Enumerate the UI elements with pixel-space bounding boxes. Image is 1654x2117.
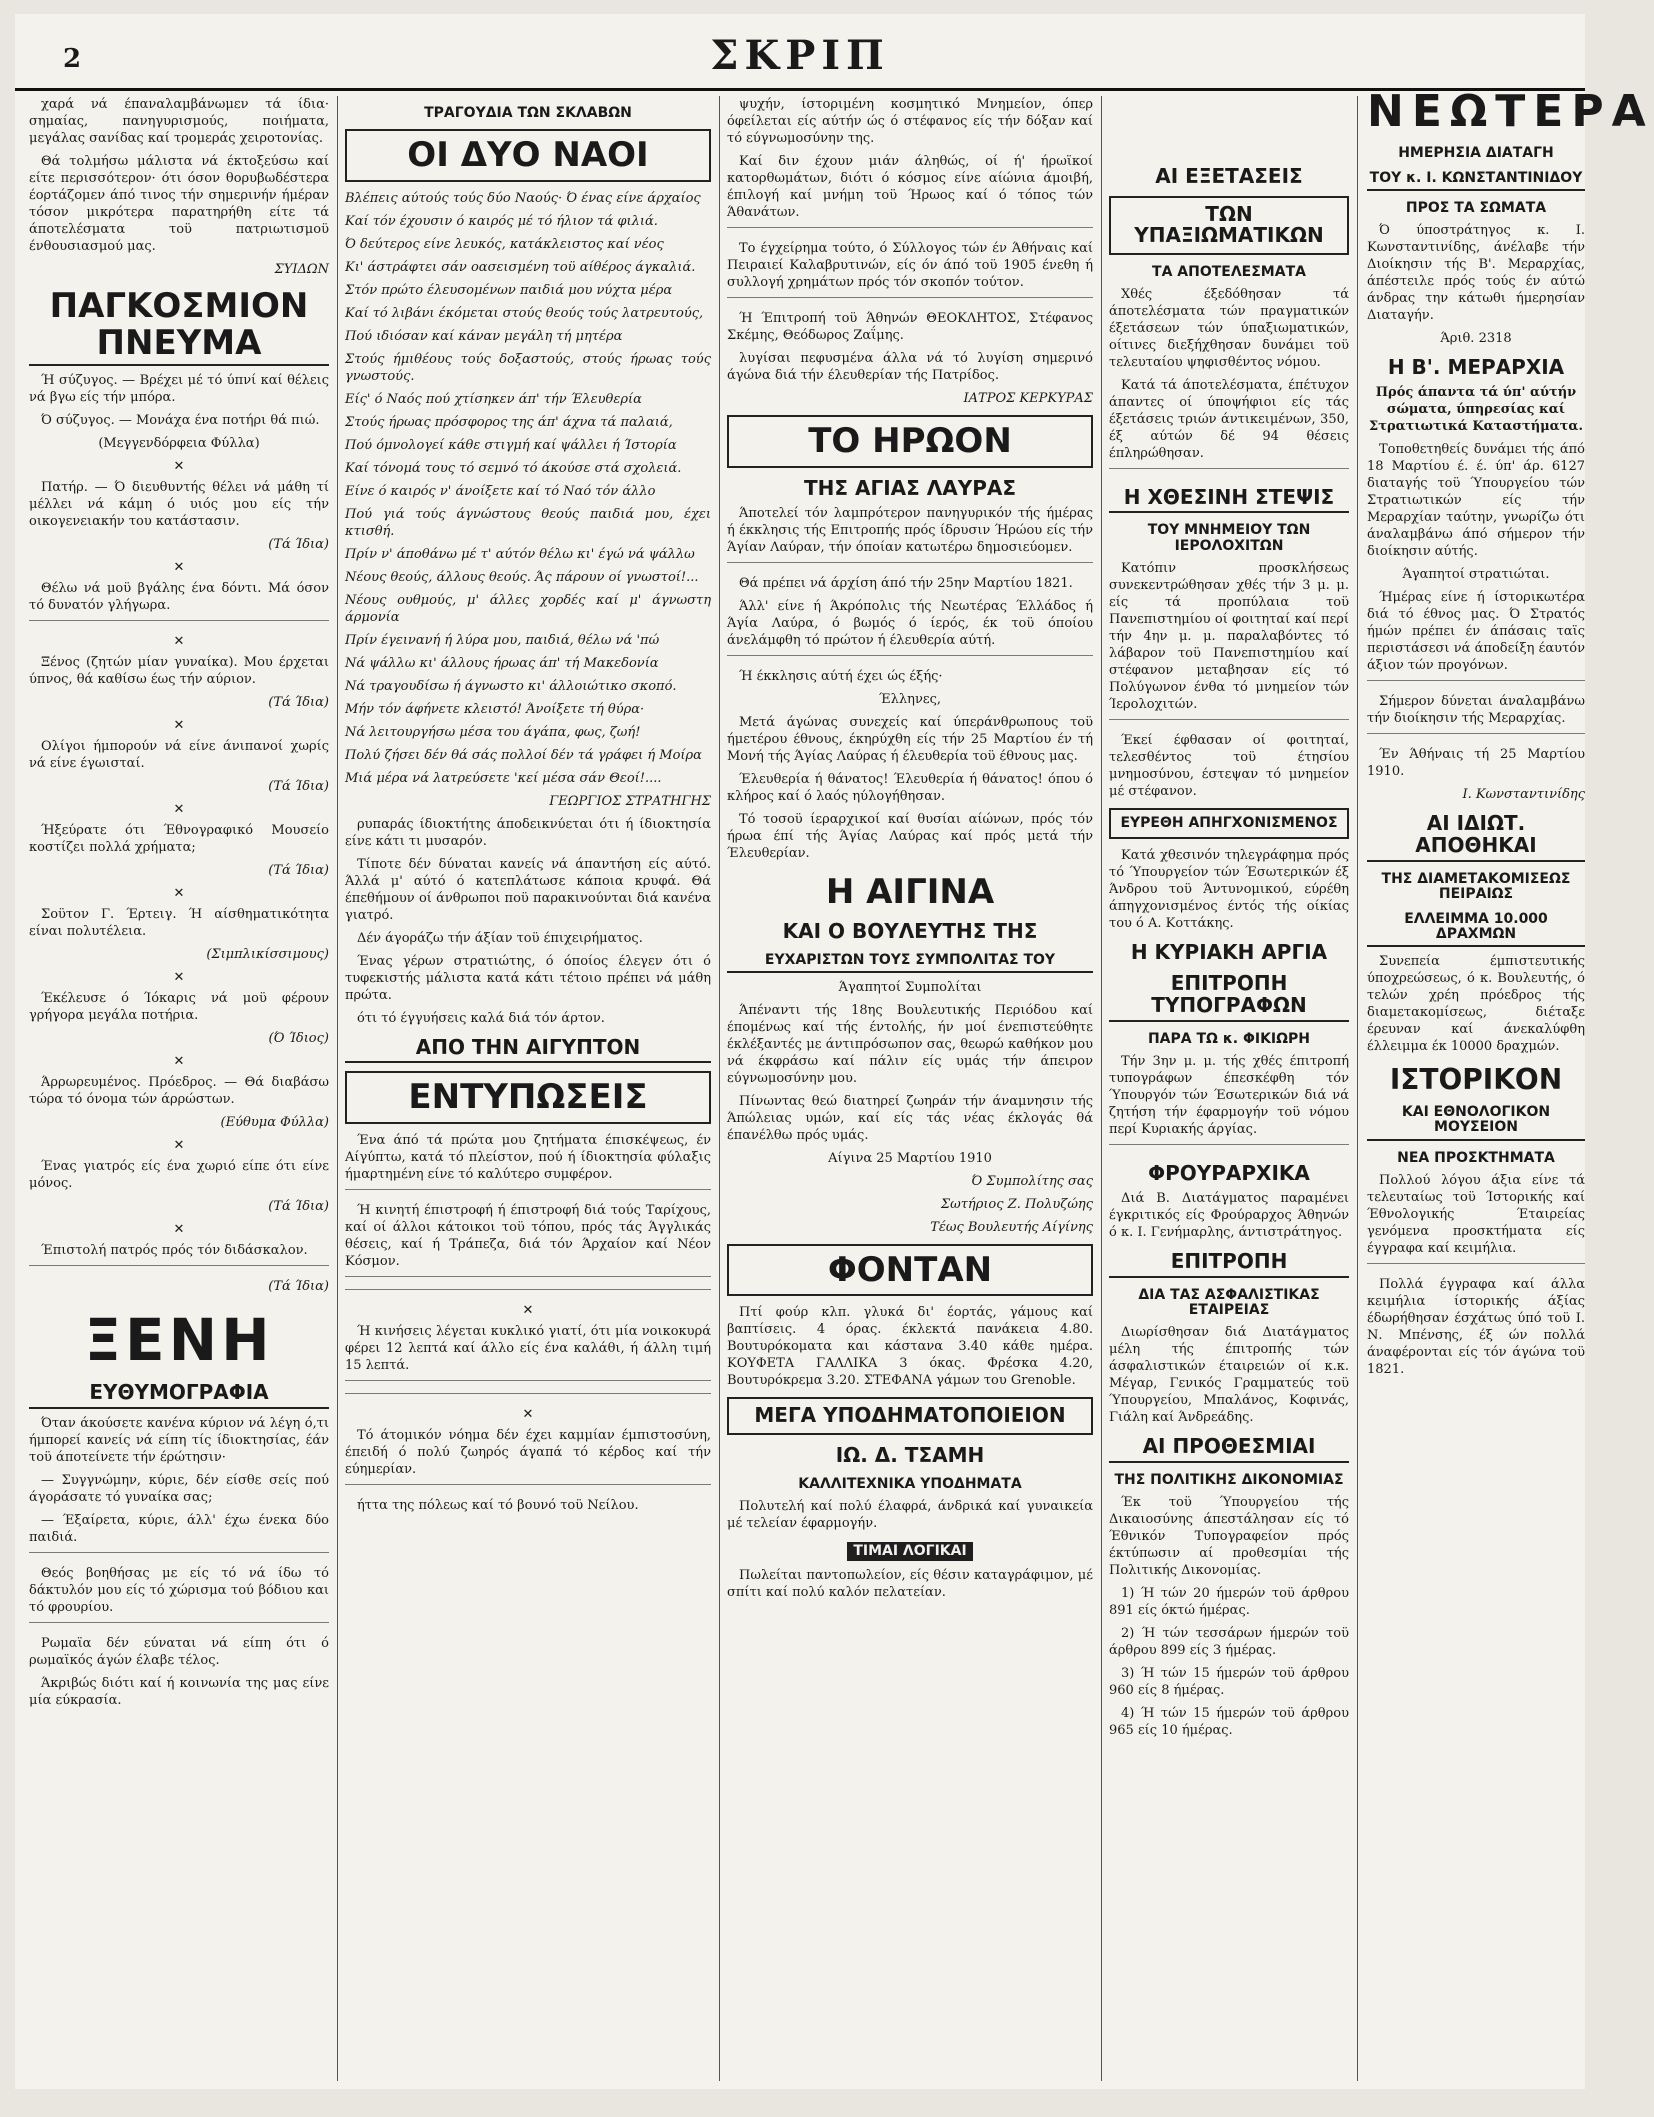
headline-merarchia: Η Β'. ΜΕΡΑΡΧΙΑ <box>1387 354 1565 379</box>
headline-dyo-naoi: ΟΙ ΔΥΟ ΝΑΟΙ <box>345 129 711 182</box>
headline-agia-lavra: ΤΗΣ ΑΓΙΑΣ ΛΑΥΡΑΣ <box>803 475 1016 500</box>
verse: Καί τόν έχουσιν ό καιρός μέ τό ήλιον τά φιλιά. <box>345 213 658 229</box>
headline-argia: Η ΚΥΡΙΑΚΗ ΑΡΓΙΑ <box>1130 939 1328 964</box>
verse: Στούς ήμιθέους τούς δοξαστούς, στούς ήρωας τούς γνωστούς. <box>345 351 711 384</box>
verse: Στόν πρώτο έλευσομένων παιδιά μου νύχτα μέρα <box>345 282 673 298</box>
newspaper-page <box>15 14 1654 2089</box>
text-lines <box>345 1393 711 1402</box>
separator: ✕ <box>522 1407 534 1423</box>
addressees: Πρός άπαντα τά ύπ' αύτήν σώματα, ύπηρεσίας καί Στρατιωτικά Καταστήματα. <box>1369 385 1583 435</box>
paragraph: Ή έκκλησις αύτή έχει ώς έξής· <box>739 669 943 685</box>
signature: Τέως Βουλευτής Αίγίνης <box>930 1219 1093 1235</box>
text-lines <box>345 1276 711 1285</box>
paragraph: Έλληνες, <box>878 692 942 708</box>
paragraph: ήττα της πόλεως καί τό βουνό τοϋ Νείλου. <box>357 1498 639 1514</box>
source: (Σιμπλικίσσιμους) <box>206 947 329 963</box>
paragraph: Έπιστολή πατρός πρός τόν διδάσκαλον. <box>41 1243 308 1259</box>
column-rule <box>1101 96 1102 2081</box>
separator: ✕ <box>173 718 185 734</box>
text-lines <box>1109 468 1349 477</box>
paragraph: Τοποθετηθείς δυνάμει τής άπό 18 Μαρτίου έ. έ. ύπ' άρ. 6127 διαταγής τοϋ Ύπουργείου τών Στρατιωτικών είς τήν Μεραρχίαν ταύτην, γνωρίζω ότι άναλαμβάνω άπό σήμερον τήν διοίκησιν αύτής. <box>1367 442 1585 560</box>
headline-asfalistikes: ΔΙΑ ΤΑΣ ΑΣΦΑΛΙΣΤΙΚΑΣ ΕΤΑΙΡΕΙΑΣ <box>1138 1286 1320 1318</box>
headline-eucharistwn: ΕΥΧΑΡΙΣΤΩΝ ΤΟΥΣ ΣΥΜΠΟΛΙΤΑΣ ΤΟΥ <box>727 953 1093 973</box>
paragraph: Ένα άπό τά πρώτα μου ζητήματα έπισκέψεως, έν Αίγύπτω, κατά τό πλείστον, πού ή ίδιοκτησία φύλαξις ήμαρτημένη είνε τό καλύτερο συμφέρον. <box>345 1133 711 1183</box>
headline-xeni: ΞΕΝΗ <box>84 1306 274 1375</box>
paragraph: Σήμερον δύνεται άναλαμβάνω τήν διοίκησιν τής Μεραρχίας. <box>1367 694 1585 727</box>
order-number: Άριθ. 2318 <box>1440 330 1512 346</box>
headline-iroon: ΤΟ ΗΡΩΟΝ <box>727 415 1093 468</box>
verse: Πολύ ζήσει δέν θά σάς πολλοί δέν τά γράφει ή Μοίρα <box>345 747 702 763</box>
headline-proskthmata: ΝΕΑ ΠΡΟΣΚΤΗΜΑΤΑ <box>1397 1149 1555 1166</box>
paragraph: Πίνωντας θεώ διατηρεί ζωηράν τήν άναμνησιν τής Άπώλειας υμών, καί είς τάς νέας έκλογάς θά έπανέλθω πρός υμάς. <box>727 1093 1093 1143</box>
paragraph: Έλευθερία ή θάνατος! Έλευθερία ή θάνατος! όπου ό κλήρος καί ό λαός ηύλογήθησαν. <box>727 772 1093 805</box>
separator: ✕ <box>522 1303 534 1319</box>
text-lines <box>727 227 1093 236</box>
newspaper-title: ΣΚΡΙΠ <box>710 32 890 79</box>
text-lines <box>29 1622 329 1631</box>
paragraph: Ή κινήσεις λέγεται κυκλικό γιατί, ότι μία νοικοκυρά φέρει 12 λεπτά καί άλλο είς ένα καλάθι, ή άλλη τιμή 15 λεπτά. <box>345 1324 711 1374</box>
verse: Νέους θεούς, άλλους θεούς. Άς πάρουν οί γνωστοί!... <box>345 569 699 585</box>
dateline: Έν Άθήναις τή 25 Μαρτίου 1910. <box>1367 747 1585 780</box>
headline-ierolochiton: ΤΟΥ ΜΝΗΜΕΙΟΥ ΤΩΝ ΙΕΡΟΛΟΧΙΤΩΝ <box>1147 522 1311 554</box>
paragraph: Χθές έξεδόθησαν τά άποτελέσματα τών πραγματικών έξετάσεων τών ύπαξιωματικών, οίτινες διεξήχθησαν δυνάμει τοϋ τελευταίου ψηφισθέντος νόμου. <box>1109 286 1349 370</box>
column-2 <box>345 96 711 2081</box>
paragraph: Ξένος (ζητών μίαν γυναίκα). Μου έρχεται ύπνος, θά καθίσω έως τήν αύριον. <box>29 655 329 688</box>
paragraph: ρυπαράς ίδιοκτήτης άποδεικνύεται ότι ή ίδιοκτησία είνε κάτι τι μυσαρόν. <box>345 816 711 849</box>
headline-frourarchika: ΦΡΟΥΡΑΡΧΙΚΑ <box>1148 1160 1310 1185</box>
verse: Πρίν έγεινανή ή λύρα μου, παιδιά, θέλω νά 'πώ <box>345 632 660 648</box>
list-item: 1) Ή τών 20 ήμερών τοϋ άρθρου 891 είς όκτώ ήμέρας. <box>1109 1585 1349 1618</box>
headline-fikiori: ΠΑΡΑ ΤΩ κ. ΦΙΚΙΩΡΗ <box>1147 1030 1311 1047</box>
verse: Πού όμνολογεί κάθε στιγμή καί ψάλλει ή Ίστορία <box>345 437 677 453</box>
paragraph: Μετά άγώνας συνεχείς καί ύπεράνθρωπους τοϋ ήμετέρου έθνους, έκηρύχθη είς τήν 25 Μαρτίου έν τή Μονή τής Άγίας Λαύρας ή έλευθερία τοϋ έθνους μας. <box>727 715 1093 765</box>
headline-dikonomias: ΤΗΣ ΠΟΛΙΤΙΚΗΣ ΔΙΚΟΝΟΜΙΑΣ <box>1114 1471 1344 1488</box>
verse: Πρίν ν' άποθάνω μέ τ' αύτόν θέλω κι' έγώ νά ψάλλω <box>345 546 695 562</box>
source: (Τά Ίδια) <box>268 695 329 711</box>
headline-apigchonismenos: ΕΥΡΕΘΗ ΑΠΗΓΧΟΝΙΣΜΕΝΟΣ <box>1109 808 1349 839</box>
paragraph: Κατά χθεσινόν τηλεγράφημα πρός τό Ύπουργείον τών Έσωτερικών έξ Άνδρου τοϋ Άντυνομικού, εύρέθη άπηγχονισμένος έντός τής οίκίας του ό Α. Κοττάκης. <box>1109 847 1349 931</box>
verse: Καί τό λιβάνι έκόμεται στούς θεούς τούς λατρευτούς, <box>345 305 704 321</box>
source: (Τά Ίδια) <box>268 779 329 795</box>
column-3 <box>727 96 1093 2081</box>
text-lines <box>1367 680 1585 689</box>
paragraph: Έκ τοϋ Ύπουργείου τής Δικαιοσύνης άπεστάλησαν είς τό Έθνικόν Τυπογραφείον πρός έκτύπωσιν αί προθεσμίαι τής Πολιτικής Δικονομίας. <box>1109 1494 1349 1578</box>
verse: Νά τραγουδίσω ή άγνωστο κι' άλλοιώτικο σκοπό. <box>345 678 677 694</box>
verse: Κι' άστράφτει σάν οασεισμένη τοϋ αίθέρος άγκαλιά. <box>345 259 696 275</box>
verse: Μήν τόν άφήνετε κλειστό! Άνοίξετε τή θύρα· <box>345 701 645 717</box>
ad-times <box>727 1542 1093 1561</box>
headline-diametakomiseos: ΤΗΣ ΔΙΑΜΕΤΑΚΟΜΙΣΕΩΣ ΠΕΙΡΑΙΩΣ <box>1381 870 1571 902</box>
paragraph: Διά Β. Διατάγματος παραμένει έγκριτικός είς Φρούραρχος Άθηνών ό κ. Ι. Γενήμαρλης, άντιστράτηγος. <box>1109 1191 1349 1241</box>
paragraph: Πολλού λόγου άξια είνε τά τελευταίως τοϋ Ίστορικής καί Έθνολογικής Έταιρείας γενόμενα προσκτήματα είς έγγραφα καί κειμήλια. <box>1367 1172 1585 1256</box>
headline-typografon: ΕΠΙΤΡΟΠΗ ΤΥΠΟΓΡΑΦΩΝ <box>1109 973 1349 1021</box>
text-lines <box>345 1484 711 1493</box>
separator: ✕ <box>173 886 185 902</box>
headline-pneuma: ΠΑΓΚΟΣΜΙΟΝ ΠΝΕΥΜΑ <box>29 288 329 366</box>
paragraph: Δέν άγοράζω τήν άξίαν τοϋ έπιχειρήματος. <box>357 930 643 946</box>
paragraph: Θεός βοηθήσας με είς τό νά ίδω τό δάκτυλόν μου είς τό χώρισμα τού βόδιου και τό φρουρίου. <box>29 1565 329 1615</box>
column-rule <box>1357 96 1358 2081</box>
verse: Στούς ήρωας πρόσφορος της άπ' άχνα τά παλαιά, <box>345 414 673 430</box>
separator: ✕ <box>173 802 185 818</box>
source: (Τά Ίδια) <box>268 537 329 553</box>
headline-vouleutis: ΚΑΙ Ο ΒΟΥΛΕΥΤΗΣ ΤΗΣ <box>782 919 1038 944</box>
headline-stepsis: Η ΧΘΕΣΙΝΗ ΣΤΕΨΙΣ <box>1109 487 1349 514</box>
source: (Τά Ίδια) <box>268 1199 329 1215</box>
paragraph: Άρρωρευμένος. Πρόεδρος. — Θά διαβάσω τώρα τό όνομα τών άρρώστων. <box>29 1075 329 1108</box>
signature: Ό Συμπολίτης σας <box>971 1173 1093 1189</box>
column-rule <box>719 96 720 2081</box>
text-lines <box>29 620 329 629</box>
paragraph: Καί διν έχουν μιάν άληθώς, οί ή' ήρωϊκοί κατορθωμάτων, διότι ό κόσμος είνε αίώνια άμοιβή, έπιλογή καί μνήμη τοϋ Ήρωος καί ό τόπος τών Άθανάτων. <box>727 154 1093 220</box>
list-item: 3) Ή τών 15 ήμερών τοϋ άρθρου 960 είς 8 ήμέρας. <box>1109 1665 1349 1698</box>
paragraph: χαρά νά έπαναλαμβάνωμεν τά ίδια· σημαίας, πανηγυρισμούς, ποιήματα, μεγάλας σανίδας καί τρομεράς χειροτονίας. <box>29 97 329 146</box>
paragraph: Διωρίσθησαν διά Διατάγματος μέλη τής έπιτροπής τών άσφαλιστικών έταιρειών οί κ.κ. Μέγαρ, Γενικός Γραμματεύς τοϋ Ύπουργείου, Μπαλάνος, Κοφινάς, Γιάλη καί Άνδρεάδης. <box>1109 1325 1349 1426</box>
source: (Μεγγενδόρφεια Φύλλα) <box>98 436 260 452</box>
separator: ✕ <box>173 634 185 650</box>
kicker: ΤΡΑΓΟΥΔΙΑ ΤΩΝ ΣΚΛΑΒΩΝ <box>424 105 632 121</box>
verse: Νά ψάλλω κι' άλλους ήρωας άπ' τή Μακεδονία <box>345 655 659 671</box>
headline-ypaxiomatikon: ΤΩΝ ΥΠΑΞΙΩΜΑΤΙΚΩΝ <box>1109 196 1349 255</box>
page-number: 2 <box>63 44 82 74</box>
headline-prothesmiai: ΑΙ ΠΡΟΘΕΣΜΙΑΙ <box>1109 1436 1349 1463</box>
masthead <box>15 14 1585 91</box>
separator: ✕ <box>173 1054 185 1070</box>
paragraph: Έκεί έφθασαν οί φοιτηταί, τελεσθέντος τοϋ έτησίου μνημοσύνου, έστεψαν τό μνημείον μέ στέφανον. <box>1109 732 1349 799</box>
paragraph: Το έγχείρημα τούτο, ό Σύλλογος τών έν Άθήναις καί Πειραιεί Καλαβρυτινών, είς όν άπό τοϋ 1905 ένεθη ή συλλογή χρημάτων πρός τόν σκοπόν τούτον. <box>727 241 1093 290</box>
headline-aigina: Η ΑΙΓΙΝΑ <box>825 872 995 913</box>
paragraph: Σοϋτον Γ. Έρτειγ. Ή αίσθηματικότητα είναι πολυτέλεια. <box>29 907 329 940</box>
poet-name: ΓΕΩΡΓΙΟΣ ΣΤΡΑΤΗΓΗΣ <box>549 793 711 809</box>
source: (Τά Ίδια) <box>268 1279 329 1295</box>
signature: Ι. Κωνσταντινίδης <box>1462 787 1585 803</box>
paragraph: ψυχήν, ίστοριμένη κοσμητικό Μνημείον, όπερ όφείλεται είς αύτήν ώς ό στέφανος είς τήν δόξαν καί τό εύγνωμοσύνην της. <box>727 97 1093 146</box>
headline-entyposeis: ΕΝΤΥΠΩΣΕΙΣ <box>345 1071 711 1124</box>
text-lines <box>1367 733 1585 742</box>
byline: ΙΑΤΡΟΣ ΚΕΡΚΥΡΑΣ <box>963 391 1093 406</box>
signature: Σωτήριος Ζ. Πολυζώης <box>940 1196 1093 1212</box>
verse: Πού ιδιόσαν καί κάναν μεγάλη τή μητέρα <box>345 328 623 344</box>
headline-exetaseis: ΑΙ ΕΞΕΤΑΣΕΙΣ <box>1155 164 1303 188</box>
verse: Είς' ό Ναός πού χτίσηκεν άπ' τήν Έλευθερία <box>345 391 642 407</box>
paragraph: Πατήρ. — Ό διευθυντής θέλει νά μάθη τί μέλλει νά κάμη ό υιός μου είς τήν οικογενειακήν του κατάστασιν. <box>29 480 329 530</box>
verse: Βλέπεις αύτούς τούς δύο Ναούς· Ό ένας είνε άρχαίος <box>345 190 701 206</box>
text-lines <box>727 562 1093 571</box>
headline-istorikon: ΙΣΤΟΡΙΚΟΝ <box>1389 1063 1563 1097</box>
paragraph: Τό τοσοϋ ίεραρχικοί καί θυσίαι αίώνων, πρός τόν ήρωα έπί τής Άγίας Λαύρας καί πρός μετά τήν Έλευθερίαν. <box>727 812 1093 862</box>
paragraph: Πολλά έγγραφα καί άλλα κειμήλια ίστορικής άξίας έδωρήθησαν έσχάτως ύπό τοϋ Ι. Ν. Μπένσης, έξ ών πολλά άναφέρονται είς τόν άγώνα τοϋ 1821. <box>1367 1276 1585 1377</box>
paragraph: Κατόπιν προσκλήσεως συνεκεντρώθησαν χθές τήν 3 μ. μ. είς τά προπύλαια τοϋ Πανεπιστημίου οί φοιτηταί καί περί τήν 4ην μ. μ. παραλαβόντες τό λάβαρον τοϋ Πανεπιστημίου καί στέφανον μεταβησαν είς τό Πολύγωνον ένθα τό μνημείον τών Ίερολοχιτών. <box>1109 560 1349 712</box>
ad-text: Πτί φούρ κλπ. γλυκά δι' έορτάς, γάμους καί βαπτίσεις. 4 όρας. έκλεκτά πανάκεια 4.80. Βουτυρόκοματα και κάστανα 3.40 κάθε ημέρα. ΚΟΥΦΕΤΑ ΓΑΛΛΙΚΑ 3 όκας. Φρέσκα 4.20, Βουτυρόκρεμα 3.20. ΣΤΕΦΑΝΑ γάμων του Grenoble. <box>727 1305 1093 1389</box>
paragraph: Ένας γιατρός είς ένα χωριό είπε ότι είνε μόνος. <box>29 1159 329 1192</box>
byline: ΣΥΙΔΩΝ <box>274 262 329 277</box>
text-lines <box>1109 719 1349 728</box>
ad-times-label: ΤΙΜΑΙ ΛΟΓΙΚΑΙ <box>847 1542 972 1561</box>
headline-apothikai: ΑΙ ΙΔΙΩΤ. ΑΠΟΘΗΚΑΙ <box>1367 813 1585 861</box>
headline-neotera: ΝΕΩΤΕΡΑ <box>1367 86 1654 137</box>
list-item: 4) Ή τών 15 ήμερών τοϋ άρθρου 965 είς 10 ήμέρας. <box>1109 1705 1349 1738</box>
verse: Καί τόνομά τους τό σεμνό τό άκούσε στά σχολειά. <box>345 460 682 476</box>
paragraph: Όταν άκούσετε κανένα κύριον νά λέγη ό,τι ήμπορεί κανείς νά είπη τίς ίδιοκτησίας, έάν τοϋ άποτείνετε τήν έρώτησιν· <box>29 1415 329 1465</box>
paragraph: Άκριβώς διότι καί ή κοινωνία της μας είνε μία εύκρασία. <box>29 1675 329 1708</box>
headline-epitropi: ΕΠΙΤΡΟΠΗ <box>1109 1251 1349 1278</box>
paragraph: Ή σύζυγος. — Βρέχει μέ τό ύπνί καί θέλεις νά βγω είς τήν μπόρα. <box>29 373 329 406</box>
paragraph: Άποτελεί τόν λαμπρότερον πανηγυρικόν τής ήμέρας ή έκκλησις τής Επιτροπής πρός ίδρυσιν Ήρώου είς τήν Άγίαν Λαύραν, τήν όποίαν κατωτέρω δημοσιεύομεν. <box>727 506 1093 556</box>
text-lines <box>1367 1263 1585 1272</box>
paragraph: Άπέναντι τής 18ης Βουλευτικής Περιόδου καί έπομένως καί τής έντολής, ήν μοί ένεπιστεύθητε έκλέξαντές με άντιπρόσωπον σας, θεωρώ καθήκον μου νά έκφράσω καί πάλιν είς υμάς τήν άπειρον εύγνωμοσύνην μου. <box>727 1002 1093 1086</box>
ad-ypodimatopoieion: ΜΕΓΑ ΥΠΟΔΗΜΑΤΟΠΟΙΕΙΟΝ <box>727 1397 1093 1435</box>
paragraph: Ό ύποστράτηγος κ. Ι. Κωνσταντινίδης, άνέλαβε τήν Διοίκησιν τής Β'. Μεραρχίας, άπέστειλε πρός τούς έν αύτώ άνδρας την κάτωθι ήμερησίαν Διαταγήν. <box>1367 222 1585 323</box>
ad-fontan: ΦΟΝΤΑΝ <box>727 1244 1093 1297</box>
paragraph: — Έξαίρετα, κύριε, άλλ' έχω ένεκα δύο παιδιά. <box>29 1512 329 1545</box>
headline-apotelesmata: ΤΑ ΑΠΟΤΕΛΕΣΜΑΤΑ <box>1152 263 1306 280</box>
paragraph: Ένας γέρων στρατιώτης, ό όποίος έλεγεν ότι ό τυφεκιστής μάλιστα κατά κάτι τέτοιο πρέπει νά μάθη πρώτα. <box>345 953 711 1003</box>
verse: Μιά μέρα νά λατρεύσετε 'κεί μέσα σάν Θεοί!.... <box>345 770 662 786</box>
salutation: Άγαπητοί Συμπολίται <box>838 979 982 995</box>
ad-text: Πολυτελή καί πολύ έλαφρά, άνδρικά καί γυναικεία μέ τελείαν έφαρμογήν. <box>727 1498 1093 1531</box>
verse: Νέους ουθμούς, μ' άλλες χορδές καί μ' άγνωστη άρμονία <box>345 592 711 625</box>
text-lines <box>1109 1144 1349 1153</box>
paragraph: λυγίσαι πεφυσμένα άλλα νά τό λυγίση σημερινό άγώνα διά τήν έλευθερίαν τής Πατρίδος. <box>727 351 1093 383</box>
text-lines <box>727 655 1093 664</box>
text-lines <box>29 1265 329 1274</box>
paragraph: Ήμέρας είνε ή ίστορικωτέρα διά τό έθνος μας. Ό Στρατός ήμών πρέπει έν άπάσαις ταϊς περιστάσεσι νά άποδείξη έαυτόν άξιον τών προγόνων. <box>1367 590 1585 674</box>
paragraph: Ό σύζυγος. — Μονάχα ένα ποτήρι θά πιώ. <box>41 413 320 429</box>
separator: ✕ <box>173 560 185 576</box>
headline-konstantinidou: ΤΟΥ κ. Ι. ΚΩΝΣΤΑΝΤΙΝΙΔΟΥ <box>1367 171 1585 191</box>
headline-diatagi: ΗΜΕΡΗΣΙΑ ΔΙΑΤΑΓΗ <box>1398 144 1554 161</box>
ad-kallitexnika: ΚΑΛΛΙΤΕΧΝΙΚΑ ΥΠΟΔΗΜΑΤΑ <box>798 1475 1022 1492</box>
text-lines <box>29 1552 329 1561</box>
verse: Νά λειτουργήσω μέσα του άγάπα, φως, ζωή! <box>345 724 641 740</box>
verse: Πού γιά τούς άγνώστους θεούς παιδιά μου, έχει κτισθή. <box>345 506 711 539</box>
source: (Εύθυμα Φύλλα) <box>220 1115 329 1131</box>
salutation: Άγαπητοί στρατιώται. <box>1402 567 1550 583</box>
ad-text: Πωλείται παντοπωλείον, είς θέσιν καταγράφιμον, μέ σπίτι καί πολύ καλόν πελατείαν. <box>727 1567 1093 1600</box>
paragraph: Ήξεύρατε ότι Έθνογραφικό Μουσείο κοστίζει πολλά χρήματα; <box>29 823 329 856</box>
source: (Ό Ίδιος) <box>268 1031 329 1047</box>
paragraph: Ολίγοι ήμπορούν νά είνε άνιπανοί χωρίς νά είνε έγωισταί. <box>29 739 329 772</box>
source: (Τά Ίδια) <box>268 863 329 879</box>
separator: ✕ <box>173 459 185 475</box>
separator: ✕ <box>173 970 185 986</box>
text-lines <box>345 1380 711 1389</box>
column-4 <box>1109 96 1349 2081</box>
text-lines <box>727 297 1093 306</box>
paragraph: Συνεπεία έμπιστευτικής ύποχρεώσεως, ό κ. Βουλευτής, ό τελών χρέη πρόεδρος τής διαμετακομίσεως, διέταξε έρευναν καί άνεκαλύφθη έλλειμμα έκ 10000 δραχμών. <box>1367 954 1585 1055</box>
paragraph: — Συγγνώμην, κύριε, δέν είσθε σείς πού άγοράσατε τό γυναίκα σας; <box>29 1472 329 1505</box>
dateline: Αίγινα 25 Μαρτίου 1910 <box>828 1150 992 1166</box>
paragraph: Τήν 3ην μ. μ. τής χθές έπιτροπή τυπογράφων έπεσκέφθη τόν Ύπουργόν τών Έσωτερικών διά νά ζητήση τήν έφαρμογήν τοϋ νόμου περί Κυριακής άργίας. <box>1109 1053 1349 1137</box>
paragraph: Άλλ' είνε ή Άκρόπολις τής Νεωτέρας Έλλάδος ή Άγία Λαύρα, ό βωμός ό ίερός, έκ τοϋ όποίου άνελάμφθη τό πρώτον ή έλευθερία αύτή. <box>727 599 1093 649</box>
paragraph: Τίποτε δέν δύναται κανείς νά άπαντήση είς αύτό. Άλλά μ' αύτό ό κατεπλάτωσε κάποια κρυφά. Θά έπεθήμουν οί άνθρωποι ποϋ παρακινούνται διά κανένα γιατρό. <box>345 856 711 923</box>
verse: Ό δεύτερος είνε λευκός, κατάκλειστος καί νέος <box>345 236 664 252</box>
paragraph: Κατά τά άποτελέσματα, έπέτυχον άπαντες οί ύποψήφιοι είς τάς έξετάσεις τριών άντικειμένων, 350, έξ αύτών δέ 94 θέσεις έπληρώθησαν. <box>1109 377 1349 461</box>
paragraph: ότι τό έγγυήσεις καλά διά τόν άρτον. <box>357 1010 605 1026</box>
headline-euthymografia: ΕΥΘΥΜΟΓΡΑΦΙΑ <box>29 1382 329 1409</box>
paragraph: Έκέλευσε ό Ίόκαρις νά μοϋ φέρουν γρήγορα μεγάλα ποτήρια. <box>29 991 329 1024</box>
paragraph: Θά πρέπει νά άρχίση άπό τήν 25ην Μαρτίου 1821. <box>739 576 1073 592</box>
headline-pros-somata: ΠΡΟΣ ΤΑ ΣΩΜΑΤΑ <box>1405 199 1547 216</box>
paragraph: Ρωμαϊα δέν εύναται νά είπη ότι ό ρωμαϊκός άγών έλαβε τέλος. <box>29 1635 329 1668</box>
separator: ✕ <box>173 1222 185 1238</box>
paragraph: Θέλω νά μοϋ βγάλης ένα δόντι. Μά όσον τό δυνατόν γλήγωρα. <box>29 581 329 614</box>
paragraph: Τό άτομικόν νόημα δέν έχει καμμίαν έμπιστοσύνη, έπειδή ό πολύ ζωηρός άγαπά τό κέρδος καί τήν εύημερίαν. <box>345 1428 711 1478</box>
paragraph: Ή κινητή έπιστροφή ή έπιστροφή διά τούς Ταρίχους, καί οί άλλοι κάτοικοι τοϋ τόπου, πρός τάς Άγγλικάς θέσεις, καί ή Τράπεζα, διά τόν Άρχαίον καί Νέον Κόσμον. <box>345 1203 711 1270</box>
headline-elleimma: ΕΛΛΕΙΜΜΑ 10.000 ΔΡΑΧΜΩΝ <box>1367 912 1585 947</box>
column-5 <box>1367 86 1654 2081</box>
paragraph: Θά τολμήσω μάλιστα νά έκτοξεύσω καί είτε περισσότερον· ότι όσον θορυβωδέστερα έορτάζομεν άπό τινος τήν σημερινήν ήμέραν τόσον μικρότερα παρατηρήθη είτε τά άποτελέσματα τοϋ πατριωτισμοϋ ένθουσιασμού μας. <box>29 154 329 254</box>
column-rule <box>337 96 338 2081</box>
column-1 <box>29 96 329 2081</box>
separator: ✕ <box>173 1138 185 1154</box>
text-lines <box>345 1189 711 1198</box>
ad-tsamis: ΙΩ. Δ. ΤΣΑΜΗ <box>835 1443 985 1468</box>
text-lines <box>345 1289 711 1298</box>
headline-mouseion: ΚΑΙ ΕΘΝΟΛΟΓΙΚΟΝ ΜΟΥΣΕΙΟΝ <box>1367 1105 1585 1140</box>
verse: Είνε ό καιρός ν' άνοίξετε καί τό Ναό τόν άλλο <box>345 483 656 499</box>
headline-aigyptos: ΑΠΟ ΤΗΝ ΑΙΓΥΠΤΟΝ <box>345 1037 711 1064</box>
paragraph: Ή Έπιτροπή τοϋ Άθηνών ΘΕΟΚΛΗΤΟΣ, Στέφανος Σκέμης, Θεόδωρος Ζαΐμης. <box>727 311 1093 343</box>
list-item: 2) Ή τών τεσσάρων ήμερών τοϋ άρθρου 899 είς 3 ήμέρας. <box>1109 1625 1349 1658</box>
